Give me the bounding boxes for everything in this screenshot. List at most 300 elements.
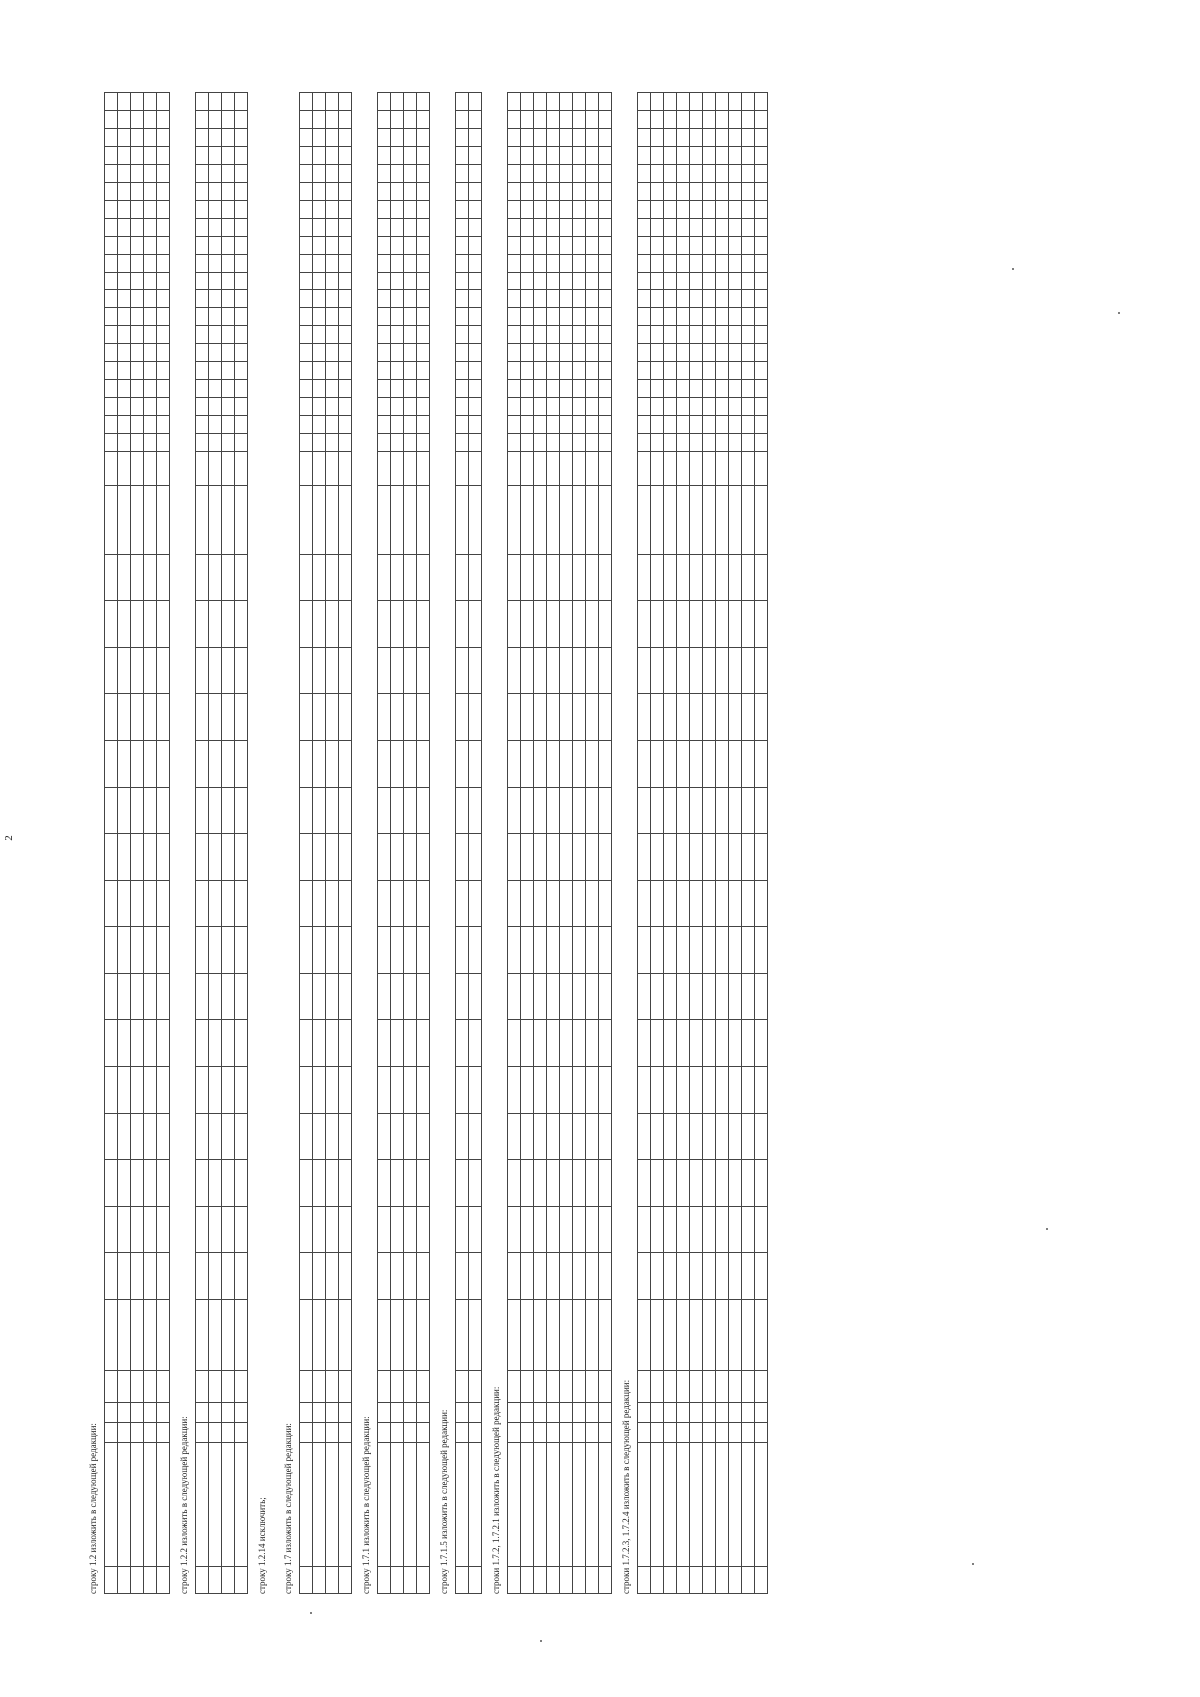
table-cell [703,165,716,183]
table-cell [651,398,664,416]
table-cell [209,254,222,272]
table-cell [677,290,690,308]
table-cell [651,308,664,326]
table-cell [157,290,170,308]
table-cell [378,973,391,1020]
table-cell [469,1113,482,1160]
table-cell [573,880,586,927]
table-cell [456,1160,469,1207]
table-cell [677,1300,690,1371]
table-row [573,93,586,1594]
table-cell [326,165,339,183]
table-cell [300,200,313,218]
table-cell [378,1160,391,1207]
table-cell [586,1566,599,1593]
table-cell [560,1113,573,1160]
table-row [235,93,248,1594]
table-cell [118,380,131,398]
table-row [664,93,677,1594]
table-cell [105,380,118,398]
table-cell [209,272,222,290]
table-cell [209,1370,222,1402]
table-cell [235,1206,248,1253]
table-cell [703,272,716,290]
table-cell [196,554,209,601]
table-cell [729,398,742,416]
table-cell [378,647,391,694]
table-row [222,93,235,1594]
table-cell [326,601,339,648]
table-cell [573,486,586,554]
table-cell [469,554,482,601]
table-cell [456,1370,469,1402]
table-cell [651,415,664,433]
table-cell [417,308,430,326]
table-cell [222,1253,235,1300]
table-cell [534,1160,547,1207]
table-cell [716,200,729,218]
table-cell [157,308,170,326]
table-cell [664,272,677,290]
table-cell [235,1160,248,1207]
table-cell [157,787,170,834]
table-cell [456,1020,469,1067]
table-cell [469,834,482,881]
table-cell [599,973,612,1020]
table-cell [521,834,534,881]
table-cell [508,218,521,236]
table-cell [547,1402,560,1422]
table-cell [521,398,534,416]
table-cell [157,93,170,111]
table-cell [573,1423,586,1443]
table-cell [508,398,521,416]
table-cell [339,1423,352,1443]
table-cell [690,486,703,554]
table-cell [755,165,768,183]
table-cell [573,308,586,326]
table-cell [118,1402,131,1422]
table-cell [586,415,599,433]
table-cell [339,165,352,183]
table-cell [742,147,755,165]
table-cell [157,182,170,200]
table-cell [157,272,170,290]
table-cell [677,1253,690,1300]
table-cell [404,1370,417,1402]
table-cell [118,601,131,648]
table-cell [144,1160,157,1207]
table-cell [716,880,729,927]
table-cell [508,1423,521,1443]
table-cell [573,1300,586,1371]
section-table [377,92,430,1594]
table-cell [404,554,417,601]
table-cell [560,1206,573,1253]
table-cell [313,554,326,601]
table-cell [508,1020,521,1067]
table-cell [196,973,209,1020]
table-cell [508,1443,521,1566]
table-cell [339,694,352,741]
table-cell [469,254,482,272]
table-cell [638,165,651,183]
table-cell [586,1113,599,1160]
table-cell [664,880,677,927]
table-cell [118,927,131,974]
table-cell [547,1566,560,1593]
table-cell [742,236,755,254]
table-cell [222,254,235,272]
table-cell [235,601,248,648]
table-cell [313,147,326,165]
table-cell [599,1160,612,1207]
table-cell [417,111,430,129]
table-cell [456,1206,469,1253]
table-cell [677,200,690,218]
table-cell [196,1443,209,1566]
table-cell [105,451,118,486]
table-cell [677,973,690,1020]
table-cell [235,200,248,218]
table-cell [144,740,157,787]
table-cell [586,1160,599,1207]
table-cell [196,486,209,554]
table-cell [469,647,482,694]
table-cell [469,326,482,344]
table-cell [313,111,326,129]
table-cell [690,554,703,601]
table-cell [209,362,222,380]
table-cell [690,1370,703,1402]
table-cell [703,111,716,129]
table-cell [235,182,248,200]
table-cell [326,1020,339,1067]
table-cell [157,973,170,1020]
table-cell [469,1020,482,1067]
table-cell [677,415,690,433]
table-cell [404,415,417,433]
table-cell [222,694,235,741]
table-cell [716,218,729,236]
table-cell [599,740,612,787]
table-cell [404,272,417,290]
table-cell [144,647,157,694]
table-cell [742,927,755,974]
table-cell [235,1113,248,1160]
table-cell [300,1160,313,1207]
table-cell [573,290,586,308]
table-cell [105,1300,118,1371]
table-cell [105,129,118,147]
table-cell [638,218,651,236]
table-cell [313,165,326,183]
table-cell [209,380,222,398]
table-cell [729,694,742,741]
table-cell [456,218,469,236]
table-cell [222,165,235,183]
table-cell [560,1253,573,1300]
table-cell [209,1300,222,1371]
table-cell [651,1253,664,1300]
table-cell [573,380,586,398]
table-cell [664,254,677,272]
table-cell [638,1160,651,1207]
table-cell [131,415,144,433]
table-cell [755,182,768,200]
table-cell [599,1443,612,1566]
table-cell [391,433,404,451]
table-cell [300,111,313,129]
table-cell [651,1402,664,1422]
table-cell [326,344,339,362]
table-cell [157,1160,170,1207]
table-cell [326,834,339,881]
table-cell [755,834,768,881]
table-cell [729,1423,742,1443]
table-cell [300,147,313,165]
table-cell [755,694,768,741]
table-cell [404,1067,417,1114]
table-cell [326,880,339,927]
table-cell [222,1402,235,1422]
table-cell [105,308,118,326]
table-cell [508,93,521,111]
table-row [300,93,313,1594]
section-heading: строку 1.2.2 изложить в следующей редакции: [179,1416,189,1594]
table-cell [222,308,235,326]
table-cell [131,1443,144,1566]
table-cell [599,694,612,741]
table-cell [235,554,248,601]
table-cell [716,93,729,111]
table-cell [209,111,222,129]
table-cell [664,290,677,308]
table-cell [716,1113,729,1160]
table-cell [131,200,144,218]
table-cell [456,290,469,308]
table-cell [716,380,729,398]
table-cell [560,272,573,290]
table-cell [508,740,521,787]
table-cell [703,380,716,398]
table-cell [222,1443,235,1566]
table-cell [469,290,482,308]
table-cell [118,398,131,416]
table-cell [144,927,157,974]
table-cell [508,1253,521,1300]
table-cell [417,1300,430,1371]
table-cell [300,415,313,433]
table-cell [144,486,157,554]
table-cell [222,415,235,433]
table-cell [573,1160,586,1207]
table-cell [326,1370,339,1402]
table-cell [456,1113,469,1160]
table-cell [547,182,560,200]
table-cell [534,362,547,380]
section-table [299,92,352,1594]
table-cell [469,272,482,290]
table-cell [404,147,417,165]
table-cell [534,927,547,974]
table-cell [508,1113,521,1160]
table-cell [378,433,391,451]
table-cell [690,880,703,927]
table-cell [131,308,144,326]
table-cell [638,272,651,290]
table-cell [742,1443,755,1566]
table-cell [417,1160,430,1207]
table-cell [378,787,391,834]
table-cell [391,1566,404,1593]
table-cell [105,601,118,648]
table-cell [521,272,534,290]
table-cell [456,344,469,362]
table-cell [209,1160,222,1207]
table-cell [105,1160,118,1207]
table-cell [560,182,573,200]
table-cell [677,554,690,601]
table-cell [534,433,547,451]
table-cell [534,834,547,881]
table-cell [417,880,430,927]
table-cell [547,1160,560,1207]
table-cell [716,362,729,380]
table-cell [690,129,703,147]
table-cell [586,1253,599,1300]
table-cell [586,344,599,362]
table-cell [326,973,339,1020]
table-cell [534,1206,547,1253]
table-cell [560,200,573,218]
table-cell [508,290,521,308]
table-cell [651,1113,664,1160]
table-cell [742,647,755,694]
table-cell [196,398,209,416]
table-cell [417,1113,430,1160]
table-cell [118,1206,131,1253]
table-cell [534,1067,547,1114]
table-cell [417,200,430,218]
table-cell [638,601,651,648]
table-cell [651,973,664,1020]
table-cell [209,218,222,236]
table-cell [378,1067,391,1114]
table-cell [313,236,326,254]
table-cell [404,740,417,787]
table-cell [391,272,404,290]
table-cell [547,927,560,974]
table-cell [144,218,157,236]
table-cell [105,93,118,111]
table-cell [508,1300,521,1371]
table-row [313,93,326,1594]
table-cell [196,1206,209,1253]
table-cell [378,111,391,129]
table-cell [690,694,703,741]
table-cell [521,254,534,272]
table-cell [534,254,547,272]
table-cell [417,433,430,451]
table-cell [326,451,339,486]
table-cell [547,398,560,416]
table-cell [131,1020,144,1067]
table-cell [404,326,417,344]
table-cell [378,1206,391,1253]
table-cell [560,554,573,601]
table-cell [105,1206,118,1253]
table-cell [547,1067,560,1114]
table-cell [573,973,586,1020]
table-cell [508,326,521,344]
table-cell [417,93,430,111]
table-cell [677,254,690,272]
table-cell [599,451,612,486]
table-cell [586,1067,599,1114]
table-cell [313,200,326,218]
table-cell [664,1206,677,1253]
table-cell [586,451,599,486]
table-cell [235,93,248,111]
table-cell [157,486,170,554]
section-heading: строку 1.7.1 изложить в следующей редакции: [361,1416,371,1594]
table-cell [690,218,703,236]
table-cell [196,218,209,236]
table-cell [456,601,469,648]
table-cell [755,1566,768,1593]
table-cell [105,236,118,254]
table-cell [729,165,742,183]
table-cell [339,93,352,111]
table-cell [339,834,352,881]
table-cell [118,787,131,834]
table-cell [664,1160,677,1207]
table-cell [521,554,534,601]
table-cell [209,740,222,787]
table-cell [300,1402,313,1422]
table-cell [105,1423,118,1443]
table-cell [742,380,755,398]
table-cell [560,1370,573,1402]
table-cell [118,694,131,741]
table-cell [755,451,768,486]
table-cell [664,326,677,344]
table-cell [716,165,729,183]
table-cell [755,1206,768,1253]
table-cell [508,380,521,398]
table-cell [638,236,651,254]
table-cell [131,1253,144,1300]
table-cell [209,486,222,554]
table-cell [222,344,235,362]
table-cell [690,182,703,200]
section-heading: строку 1.2.14 исключить; [257,1497,267,1594]
table-cell [222,834,235,881]
table-cell [521,973,534,1020]
table-cell [417,290,430,308]
table-cell [378,601,391,648]
table-cell [742,486,755,554]
table-cell [690,380,703,398]
table-cell [131,1423,144,1443]
table-row [651,93,664,1594]
table-cell [157,1206,170,1253]
table-cell [599,218,612,236]
table-cell [716,129,729,147]
table-cell [105,1370,118,1402]
table-cell [638,93,651,111]
